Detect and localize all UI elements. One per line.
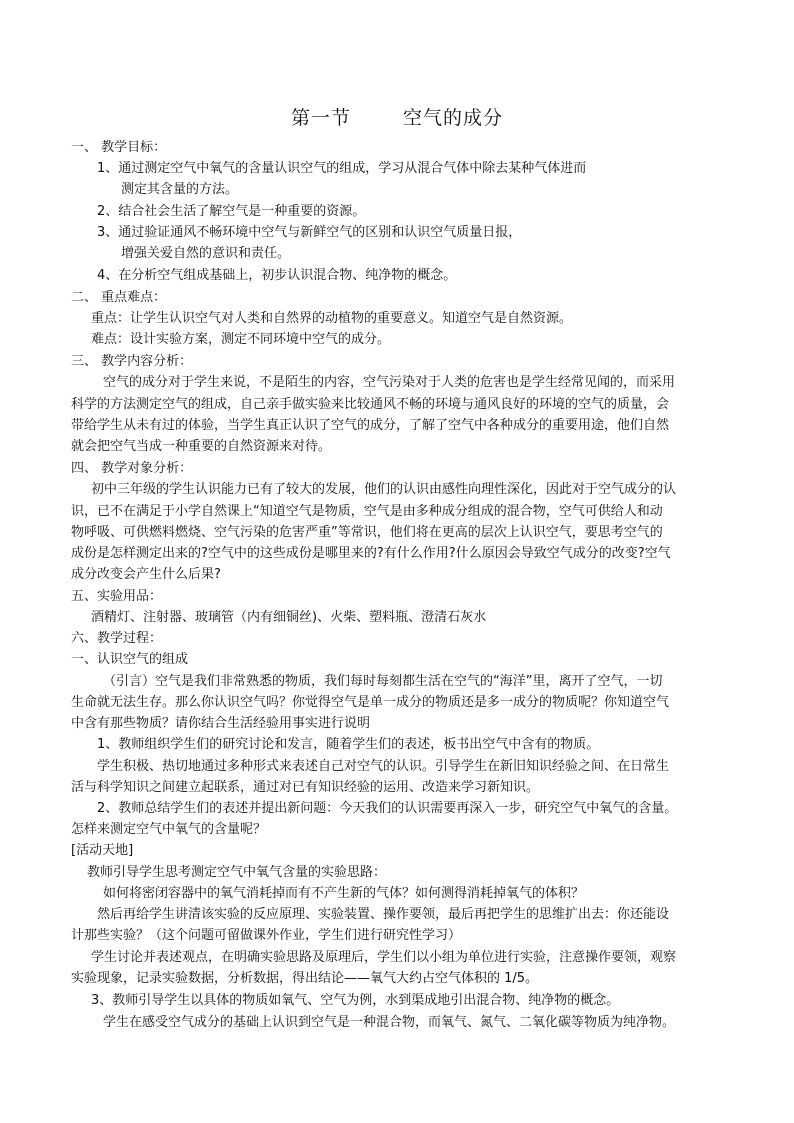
text-line: 重点：让学生认识空气对人类和自然界的动植物的重要意义。知道空气是自然资源。	[91, 311, 573, 326]
text-line: 实验现象，记录实验数据，分析数据，得出结论——氧气大约占空气体积的 1/5。	[71, 971, 539, 986]
title-topic: 空气的成分	[403, 107, 504, 129]
text-line: 4、在分析空气组成基础上，初步认识混合物、纯净物的概念。	[97, 268, 457, 283]
text-line: 增强关爱自然的意识和责任。	[121, 246, 291, 261]
text-line: 活与科学知识之间建立起联系，通过对已有知识经验的运用、改造来学习新知识。	[71, 780, 540, 795]
text-line: 学生积极、热切地通过多种形式来表述自己对空气的认识。引导学生在新旧知识经验之间、在日常生	[97, 759, 670, 774]
text-line: 教师引导学生思考测定空气中氧气含量的实验思路：	[87, 865, 387, 880]
text-line: 3、通过验证通风不畅环境中空气与新鲜空气的区别和认识空气质量日报，	[97, 225, 522, 240]
text-line: 就会把空气当成一种重要的自然资源来对待。	[71, 439, 332, 454]
text-line: 四、 教学对象分析：	[71, 461, 193, 476]
text-line: 一、 教学目标：	[71, 140, 167, 155]
text-line: 带给学生从未有过的体验，当学生真正认识了空气的成分，了解了空气中各种成分的重要用途，他们自然	[71, 418, 670, 433]
text-line: 2、结合社会生活了解空气是一种重要的资源。	[97, 204, 366, 219]
text-line: [活动天地]	[71, 843, 134, 858]
text-line: 中含有那些物质？请你结合生活经验用事实进行说明	[71, 716, 371, 731]
text-line: 六、教学过程：	[71, 631, 163, 646]
text-line: 科学的方法测定空气的组成，自己亲手做实验来比较通风不畅的环境与通风良好的环境的空气的质量，会	[71, 397, 670, 412]
text-line: 二、 重点难点：	[71, 290, 167, 305]
text-line: 一、认识空气的组成	[71, 652, 189, 667]
text-line: 初中三年级的学生认识能力已有了较大的发展，他们的认识由感性向理性深化，因此对于空气成分的认	[91, 482, 677, 497]
text-line: 1、教师组织学生们的研究讨论和发言，随着学生们的表述，板书出空气中含有的物质。	[97, 737, 600, 752]
text-line: 物呼吸、可供燃料燃烧、空气污染的危害严重”等常识，他们将在更高的层次上认识空气，要思考空气的	[71, 525, 663, 540]
text-line: 1、通过测定空气中氧气的含量认识空气的组成，学习从混合气体中除去某种气体进而	[97, 161, 587, 176]
text-line: 学生在感受空气成分的基础上认识到空气是一种混合物，而氧气、氮气、二氧化碳等物质为纯净物。	[103, 1015, 676, 1030]
text-line: （引言）空气是我们非常熟悉的物质，我们每时每刻都生活在空气的“海洋”里，离开了空气，一切	[103, 674, 663, 689]
text-line: 测定其含量的方法。	[121, 182, 239, 197]
text-line: 2、教师总结学生们的表述并提出新问题：今天我们的认识需要再深入一步，研究空气中氧气的含量。	[97, 801, 678, 816]
text-line: 识，已不在满足于小学自然课上“知道空气是物质，空气是由多种成分组成的混合物，空气可供给人和动	[71, 504, 663, 519]
text-line: 然后再给学生讲清该实验的反应原理、实验装置、操作要领，最后再把学生的思维扩出去：你还能设	[97, 907, 670, 922]
text-line: 成份是怎样测定出来的?空气中的这些成份是哪里来的?有什么作用?什么原因会导致空气成分的改变?空气	[71, 546, 671, 561]
text-line: 如何将密闭容器中的氧气消耗掉而有不产生新的气体？如何测得消耗掉氧气的体积？	[103, 886, 585, 901]
text-line: 3、教师引导学生以具体的物质如氧气、空气为例，水到渠成地引出混合物、纯净物的概念。	[91, 993, 620, 1008]
text-line: 空气的成分对于学生来说，不是陌生的内容，空气污染对于人类的危害也是学生经常见闻的，而采用	[103, 375, 676, 390]
text-line: 怎样来测定空气中氧气的含量呢？	[71, 822, 267, 837]
text-line: 生命就无法生存。那么你认识空气吗？你觉得空气是单一成分的物质还是多一成分的物质呢？你知道空气	[71, 695, 670, 710]
text-line: 难点：设计实验方案，测定不同环境中空气的成分。	[91, 332, 391, 347]
title-section-number: 第一节	[290, 107, 351, 129]
page-title	[0, 106, 794, 130]
text-line: 计那些实验？（这个问题可留做课外作业，学生们进行研究性学习）	[71, 928, 462, 943]
text-line: 酒精灯、注射器、玻璃管（内有细铜丝)、火柴、塑料瓶、澄清石灰水	[91, 610, 487, 625]
text-line: 成分改变会产生什么后果?	[71, 567, 221, 582]
text-line: 学生讨论并表述观点，在明确实验思路及原理后，学生们以小组为单位进行实验，注意操作要领，观察	[91, 950, 677, 965]
text-line: 五、实验用品：	[71, 589, 163, 604]
text-line: 三、 教学内容分析：	[71, 354, 193, 369]
